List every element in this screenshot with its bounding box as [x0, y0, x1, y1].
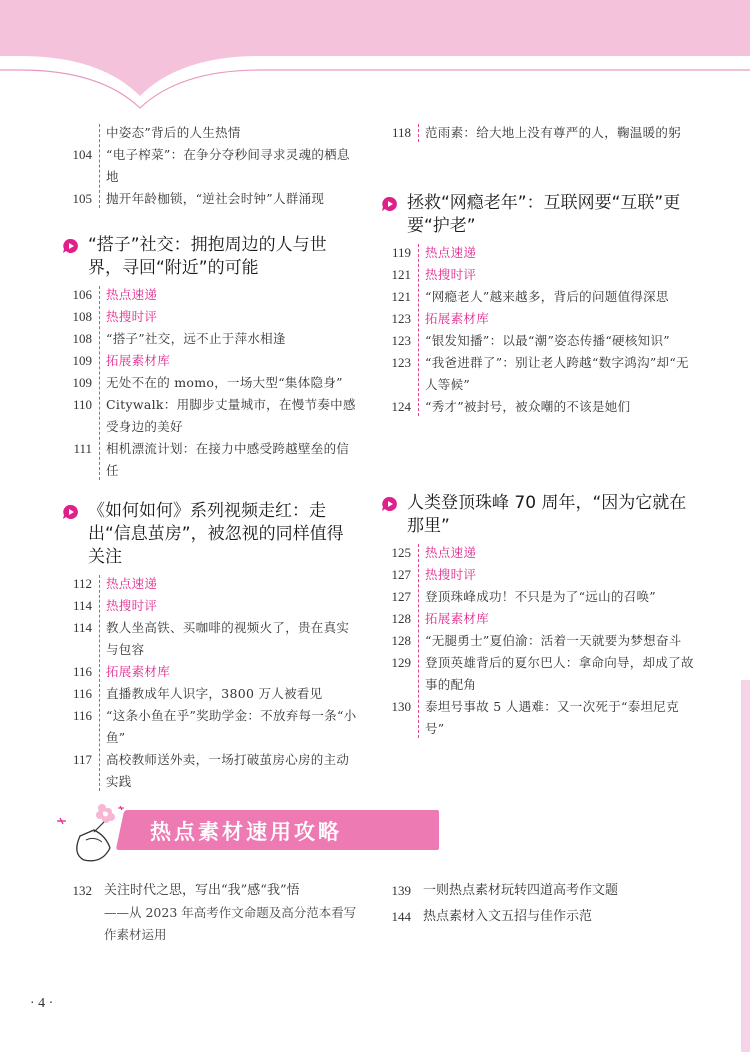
right-section-1 [377, 192, 697, 418]
list-item [58, 328, 358, 350]
list-item [58, 617, 358, 661]
page-ref: 121 [391, 267, 411, 282]
section-title: 人类登顶珠峰 70 周年，“因为它就在那里” [377, 492, 697, 538]
list-item [377, 352, 697, 396]
section-title: 《如何如何》系列视频走红：走出“信息茧房”，被忽视的同样值得关注 [58, 500, 358, 569]
list-item [58, 438, 358, 482]
entry-text: 登顶珠峰成功！不只是为了“远山的召唤” [425, 589, 656, 604]
list-item [377, 542, 697, 564]
page-ref: 116 [72, 664, 92, 679]
list-item [377, 630, 697, 652]
page-edge-tab [741, 680, 750, 1052]
entry-text: Citywalk：用脚步丈量城市，在慢节奏中感受身边的美好 [106, 397, 356, 434]
entry-text: 中姿态”背后的人生热情 [106, 125, 241, 140]
list-item [377, 264, 697, 286]
list-item [58, 188, 358, 210]
left-continuation [58, 118, 358, 210]
category-label: 热点速递 [106, 287, 158, 302]
entry-text: 关注时代之思，写出“我”感“我”悟 [104, 883, 300, 898]
entry-text: “电子榨菜”：在争分夺秒间寻求灵魂的栖息地 [106, 147, 350, 184]
list-item [58, 394, 358, 438]
category-label: 热搜时评 [106, 309, 158, 324]
page-ref: 125 [391, 545, 411, 560]
entry-text: “我爸进群了”：别让老人跨越“数字鸿沟”却“无人等候” [425, 355, 689, 392]
page-ref: 127 [391, 589, 411, 604]
page-ref: 123 [391, 311, 411, 326]
list-item [377, 880, 697, 902]
category-label: 热点速递 [106, 576, 158, 591]
list-item [377, 308, 697, 330]
list-item [58, 705, 358, 749]
entry-text: 登顶英雄背后的夏尔巴人：拿命向导，却成了故事的配角 [425, 655, 694, 692]
page-ref: 114 [72, 598, 92, 613]
page-ref: 123 [391, 355, 411, 370]
entry-text: 一则热点素材玩转四道高考作文题 [423, 883, 619, 898]
top-banner [0, 0, 750, 115]
page-ref [58, 122, 92, 144]
entry-subtitle: ——从 2023 年高考作文命题及高分范本看写作素材运用 [104, 905, 357, 942]
page-ref: 110 [72, 397, 92, 412]
page-ref: 116 [72, 708, 92, 723]
page-ref: 109 [72, 353, 92, 368]
list-item [377, 906, 697, 928]
list-item [58, 595, 358, 617]
guide-right-list [377, 880, 697, 928]
entry-list [377, 242, 697, 418]
list-item [58, 880, 358, 902]
category-label: 热点速递 [425, 245, 477, 260]
guide-title: 热点素材速用攻略 [150, 820, 342, 844]
list-item [58, 144, 358, 188]
list-item [58, 573, 358, 595]
page-ref: 128 [391, 611, 411, 626]
list-item [58, 284, 358, 306]
entry-list [58, 284, 358, 482]
right-continuation [377, 118, 697, 144]
list-item [377, 122, 697, 144]
page-ref: 130 [391, 699, 411, 714]
list-item [58, 683, 358, 705]
entry-list [377, 542, 697, 740]
page-ref: 104 [72, 147, 92, 162]
page-ref: 111 [73, 441, 92, 456]
page-ref: 144 [391, 909, 411, 924]
entry-text: “网瘾老人”越来越多，背后的问题值得深思 [425, 289, 669, 304]
page-ref: 128 [391, 633, 411, 648]
list-item [58, 372, 358, 394]
list-item [377, 652, 697, 696]
guide-left-list [58, 880, 358, 946]
page-ref: 106 [72, 287, 92, 302]
page-ref: 118 [391, 125, 411, 140]
entry-text: 教人坐高铁、买咖啡的视频火了，贵在真实与包容 [106, 620, 350, 657]
page-ref: 132 [72, 883, 92, 898]
category-label: 拓展素材库 [425, 311, 490, 326]
play-bubble-icon [381, 196, 399, 212]
entry-text: 抛开年龄枷锁，“逆社会时钟”人群涌现 [106, 191, 325, 206]
entry-text: “这条小鱼在乎”奖助学金：不放弃每一条“小鱼” [106, 708, 357, 745]
entry-text: 无处不在的 momo，一场大型“集体隐身” [106, 375, 343, 390]
entry-text: 高校教师送外卖，一场打破茧房心房的主动实践 [106, 752, 350, 789]
page-ref: 108 [72, 331, 92, 346]
page-ref: 108 [72, 309, 92, 324]
list-item [58, 749, 358, 793]
left-section-1 [58, 234, 358, 482]
entry-text: 相机漂流计划：在接力中感受跨越壁垒的信任 [106, 441, 350, 478]
list-item [377, 608, 697, 630]
page-ref: 112 [72, 576, 92, 591]
list-item [58, 661, 358, 683]
guide-header [50, 796, 400, 866]
list-item [377, 330, 697, 352]
entry-list [58, 122, 358, 210]
entry-text: 泰坦号事故 5 人遇难：又一次死于“泰坦尼克号” [425, 699, 679, 736]
category-label: 拓展素材库 [425, 611, 490, 626]
flower-bag-icon [50, 796, 140, 866]
list-item [377, 286, 697, 308]
page-ref: 127 [391, 567, 411, 582]
page-ref: 117 [72, 752, 92, 767]
category-label: 拓展素材库 [106, 353, 171, 368]
entry-text: 热点素材入文五招与佳作示范 [423, 909, 593, 924]
entry-text: 范雨素：给大地上没有尊严的人，鞠温暖的躬 [425, 125, 682, 140]
right-section-2 [377, 492, 697, 740]
category-label: 热搜时评 [425, 567, 477, 582]
list-item [58, 350, 358, 372]
entry-text: “搭子”社交，远不止于萍水相逢 [106, 331, 286, 346]
page-ref: 121 [391, 289, 411, 304]
list-item [377, 396, 697, 418]
entry-text: 直播教成年人识字，3800 万人被看见 [106, 686, 323, 701]
list-item [58, 122, 358, 144]
page-ref: 124 [391, 399, 411, 414]
list-item [58, 306, 358, 328]
page-number: · 4 · [30, 996, 54, 1011]
page-ref: 114 [72, 620, 92, 635]
play-bubble-icon [62, 238, 80, 254]
page-ref: 139 [391, 883, 411, 898]
play-bubble-icon [381, 496, 399, 512]
page-ref: 119 [391, 245, 411, 260]
page-ref: 109 [72, 375, 92, 390]
page-ref: 123 [391, 333, 411, 348]
category-label: 热搜时评 [425, 267, 477, 282]
list-item [377, 586, 697, 608]
section-title: “搭子”社交：拥抱周边的人与世界，寻回“附近”的可能 [58, 234, 358, 280]
list-item [377, 564, 697, 586]
page-ref: 116 [72, 686, 92, 701]
list-item [377, 696, 697, 740]
entry-list [377, 122, 697, 144]
section-title: 拯救“网瘾老年”：互联网要“互联”更要“护老” [377, 192, 697, 238]
entry-list [58, 573, 358, 793]
left-section-2 [58, 500, 358, 793]
page-ref: 105 [72, 191, 92, 206]
entry-text: “无腿勇士”夏伯渝：活着一天就要为梦想奋斗 [425, 633, 682, 648]
category-label: 热点速递 [425, 545, 477, 560]
category-label: 热搜时评 [106, 598, 158, 613]
play-bubble-icon [62, 504, 80, 520]
category-label: 拓展素材库 [106, 664, 171, 679]
list-item [377, 242, 697, 264]
entry-text: “银发知播”：以最“潮”姿态传播“硬核知识” [425, 333, 670, 348]
page-ref: 129 [391, 655, 411, 670]
entry-text: “秀才”被封号，被众嘲的不该是她们 [425, 399, 631, 414]
